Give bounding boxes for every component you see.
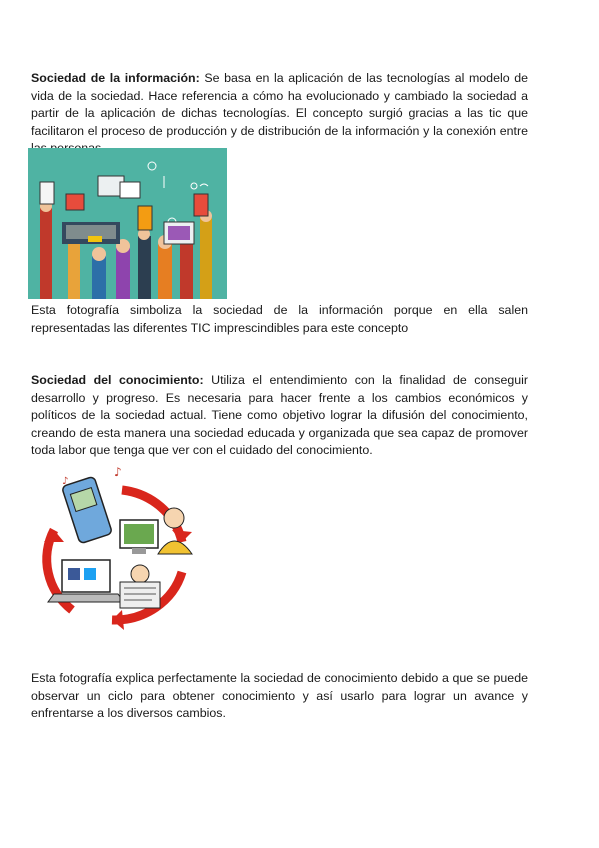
section1-body: Se basa en la aplicación de las tecnologías al modelo de vida de la sociedad. Hace referencia a cómo ha evolucionado y cambiado la sociedad a partir de la aplicación de dichas tecnologías. El concepto surgió gracias a las tic que facilitaron el proceso de producción y de distribución de la información y la conexión entre <box>31 71 528 138</box>
knowledge-society-illustration <box>32 460 200 648</box>
section2-paragraph <box>31 372 528 460</box>
section1-caption: Esta fotografía simboliza la sociedad de la información porque en ella salen representadas las diferentes TIC imprescindibles para este concepto <box>31 303 528 335</box>
section1-heading: Sociedad de la información: <box>31 71 200 85</box>
section1-paragraph <box>31 70 528 158</box>
section2-heading: Sociedad del conocimiento: <box>31 373 204 387</box>
section2-body: Utiliza el entendimiento con la finalidad de conseguir desarrollo y progreso. Es necesaria para hacer frente a los cambios económicos y políticos de la sociedad actual. Tiene como objetivo lograr la difusión del conocimiento, creando de esta manera una sociedad educada y organizada que sea capaz de promover toda labor que tenga que ver con el cuidado del conocimiento. <box>31 373 529 458</box>
svg-text:♪: ♪ <box>114 465 122 479</box>
section2-caption: Esta fotografía explica perfectamente la sociedad de conocimiento debido a que se puede observar un ciclo para obtener conocimiento y así usarlo para lograr un avance y enfrentarse a los diversos cambios. <box>31 671 528 721</box>
svg-text:♪: ♪ <box>62 476 69 487</box>
information-society-illustration <box>28 148 227 299</box>
